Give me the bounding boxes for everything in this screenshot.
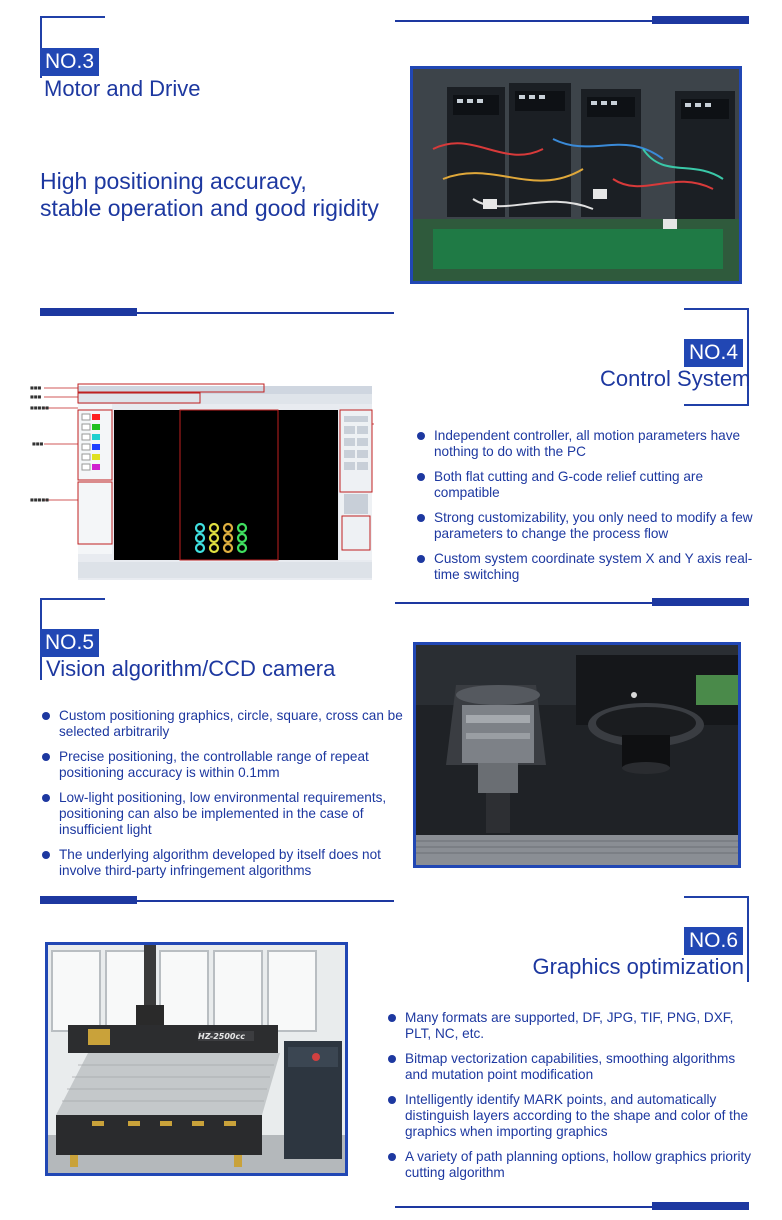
svg-text:■■■: ■■■ <box>32 441 44 446</box>
section3-title: Motor and Drive <box>44 76 201 101</box>
machine-label: HZ-2500cc <box>198 1032 245 1041</box>
list-item: Low-light positioning, low environmental requirements, positioning can also be implemented in the case of insufficient light <box>42 790 410 838</box>
motor-drive-photo <box>410 66 742 284</box>
svg-text:■■■: ■■■ <box>30 394 42 399</box>
svg-text:■■■■■: ■■■■■ <box>30 497 49 502</box>
list-item: Independent controller, all motion parameters have nothing to do with the PC <box>417 428 762 460</box>
section5-bullet-list <box>42 708 410 888</box>
section6-title: Graphics optimization <box>532 954 744 979</box>
section6-badge: NO.6 <box>684 927 743 955</box>
bottom-right-rule-accent <box>652 1202 749 1210</box>
svg-text:■■■■■: ■■■■■ <box>30 405 49 410</box>
section5-title: Vision algorithm/CCD camera <box>46 656 336 681</box>
list-item: Bitmap vectorization capabilities, smoothing algorithms and mutation point modification <box>388 1051 754 1083</box>
list-item: Strong customizability, you only need to modify a few parameters to change the process flow <box>417 510 762 542</box>
list-item: Both flat cutting and G-code relief cutting are compatible <box>417 469 762 501</box>
section4-left-rule-accent <box>40 308 137 316</box>
list-item: The underlying algorithm developed by itself does not involve third-party infringement algorithms <box>42 847 410 879</box>
section6-bullet-list <box>388 1010 754 1190</box>
list-item: Many formats are supported, DF, JPG, TIF, PNG, DXF, PLT, NC, etc. <box>388 1010 754 1042</box>
section3-tagline-1: High positioning accuracy, <box>40 168 307 194</box>
list-item: Custom system coordinate system X and Y axis real-time switching <box>417 551 762 583</box>
section3-badge: NO.3 <box>40 48 99 76</box>
top-right-rule-accent <box>652 16 749 24</box>
cnc-machine-photo <box>45 942 348 1176</box>
section6-left-rule-accent <box>40 896 137 904</box>
ccd-camera-photo <box>413 642 741 868</box>
section5-badge: NO.5 <box>40 629 99 657</box>
section4-title: Control System <box>600 366 751 391</box>
section4-bullet-list <box>417 428 762 592</box>
list-item: A variety of path planning options, hollow graphics priority cutting algorithm <box>388 1149 754 1181</box>
list-item: Custom positioning graphics, circle, square, cross can be selected arbitrarily <box>42 708 410 740</box>
section3-tagline-2: stable operation and good rigidity <box>40 195 379 221</box>
control-software-screenshot <box>30 382 374 580</box>
svg-text:■■■: ■■■ <box>30 385 42 390</box>
section5-right-rule-accent <box>652 598 749 606</box>
list-item: Precise positioning, the controllable range of repeat positioning accuracy is within 0.1mm <box>42 749 410 781</box>
list-item: Intelligently identify MARK points, and automatically distinguish layers according to the shape and color of the graphics when importing graphics <box>388 1092 754 1140</box>
section4-badge: NO.4 <box>684 339 743 367</box>
